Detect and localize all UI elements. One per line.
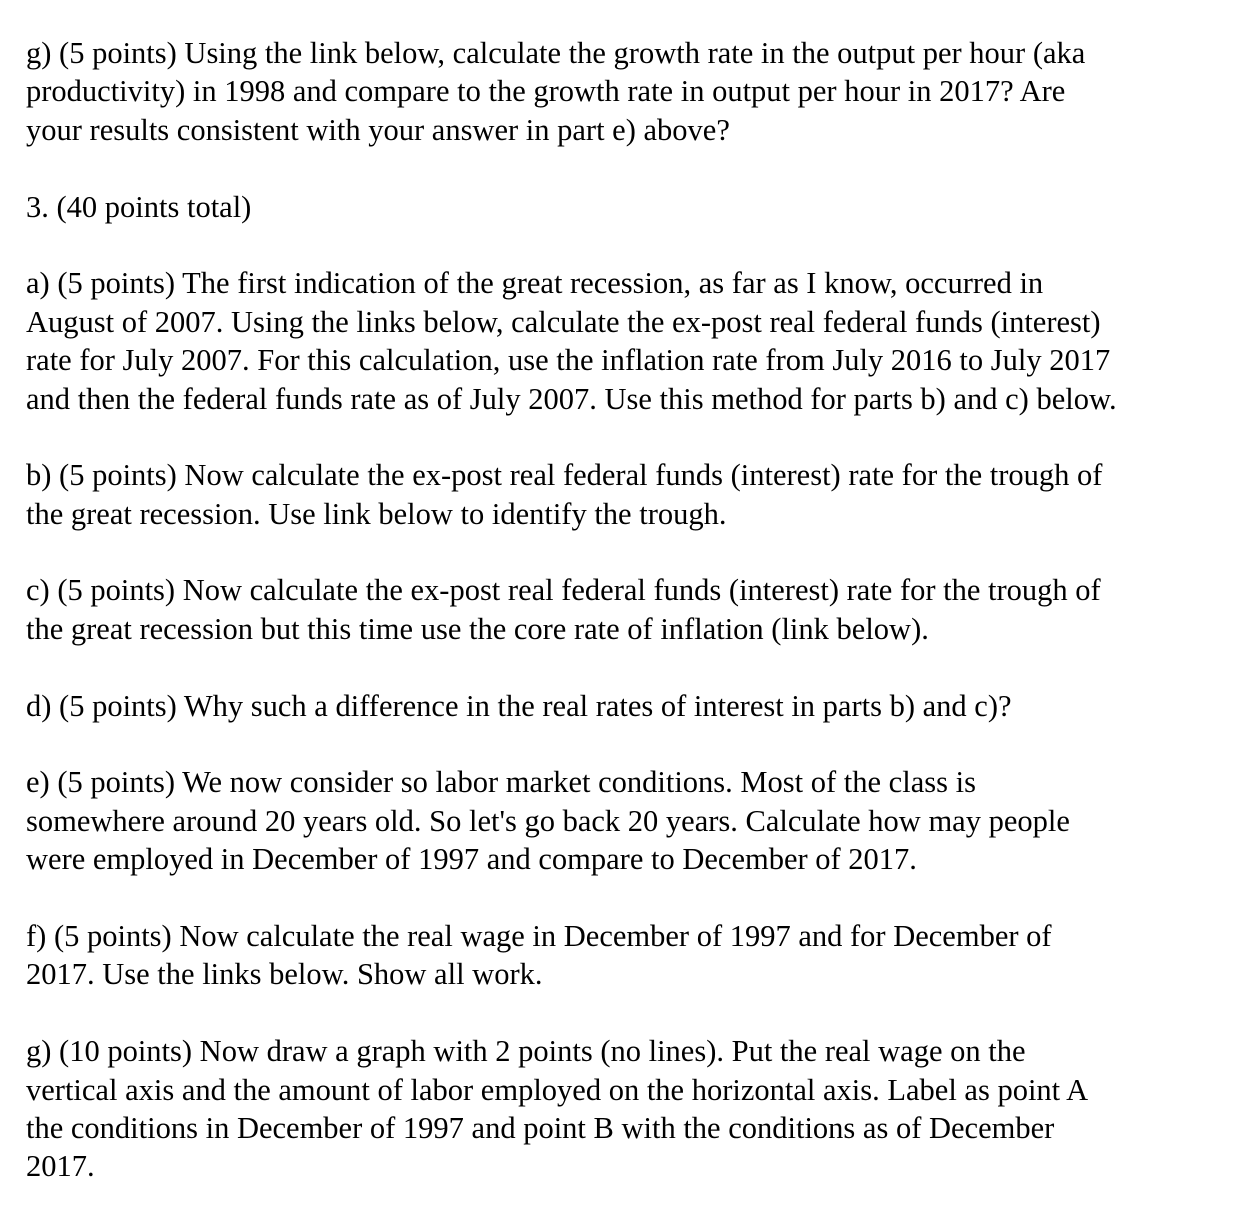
text-line: g) (10 points) Now draw a graph with 2 points (no lines). Put the real wage on the — [26, 1034, 1026, 1069]
text-line: 2017. — [26, 1149, 95, 1184]
question-3g-paragraph — [26, 1032, 1226, 1186]
text-line: productivity) in 1998 and compare to the growth rate in output per hour in 2017? Are — [26, 74, 1066, 109]
text-line: the great recession. Use link below to identify the trough. — [26, 496, 727, 531]
question-2g-paragraph — [26, 34, 1226, 149]
question-3d-paragraph — [26, 687, 1226, 725]
text-line: f) (5 points) Now calculate the real wage in December of 1997 and for December of — [26, 918, 1052, 953]
text-line: a) (5 points) The first indication of the great recession, as far as I know, occurred in — [26, 266, 1044, 301]
text-line: 3. (40 points total) — [26, 189, 252, 224]
question-3c-paragraph — [26, 571, 1226, 648]
question-3-header — [26, 188, 1226, 226]
text-line: the great recession but this time use the core rate of inflation (link below). — [26, 611, 929, 646]
text-line: rate for July 2007. For this calculation, use the inflation rate from July 2016 to July 2017 — [26, 343, 1111, 378]
question-3a-paragraph — [26, 264, 1226, 418]
text-line: the conditions in December of 1997 and point B with the conditions as of December — [26, 1110, 1055, 1145]
text-line: c) (5 points) Now calculate the ex-post real federal funds (interest) rate for the trough of — [26, 573, 1101, 608]
text-line: somewhere around 20 years old. So let's go back 20 years. Calculate how may people — [26, 803, 1070, 838]
text-line: d) (5 points) Why such a difference in the real rates of interest in parts b) and c)? — [26, 688, 1012, 723]
text-line: were employed in December of 1997 and compare to December of 2017. — [26, 842, 917, 877]
text-line: b) (5 points) Now calculate the ex-post real federal funds (interest) rate for the trough of — [26, 458, 1103, 493]
text-line: g) (5 points) Using the link below, calculate the growth rate in the output per hour (aka — [26, 36, 1086, 70]
text-line: your results consistent with your answer in part e) above? — [26, 112, 730, 147]
question-3f-paragraph — [26, 917, 1226, 994]
text-line: vertical axis and the amount of labor employed on the horizontal axis. Label as point A — [26, 1072, 1089, 1107]
text-line: 2017. Use the links below. Show all work. — [26, 957, 543, 992]
document-page — [26, 34, 1226, 1186]
question-3e-paragraph — [26, 763, 1226, 878]
text-line: and then the federal funds rate as of July 2007. Use this method for parts b) and c) below. — [26, 381, 1117, 416]
text-line: e) (5 points) We now consider so labor market conditions. Most of the class is — [26, 765, 976, 800]
text-line: August of 2007. Using the links below, calculate the ex-post real federal funds (interest) — [26, 304, 1101, 339]
question-3b-paragraph — [26, 456, 1226, 533]
